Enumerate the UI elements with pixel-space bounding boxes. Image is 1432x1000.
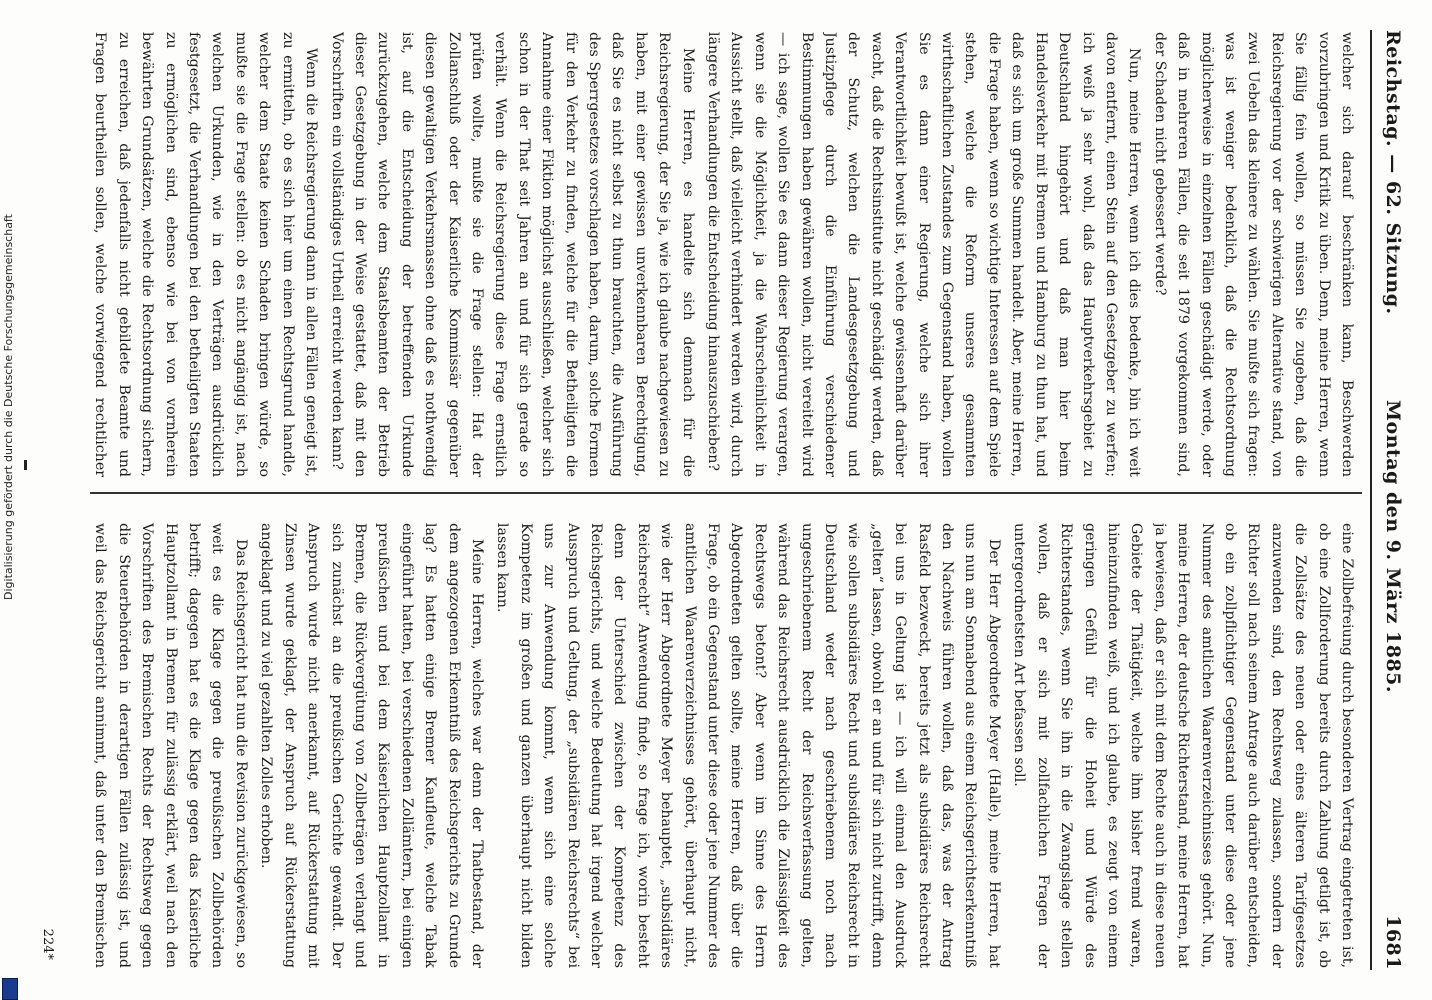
page-number: 1681	[1382, 915, 1404, 970]
paragraph: Wenn die Reichsregierung dann in allen Fällen geneigt ist, zu ermitteln, ob es sich hier um einen Rechtsgrund handle, welcher dem Staate keinen Schaden bringen würde, so mußte sie die Frage stellen: ob es nicht angängig ist, nach welchen Urkunden, wie in den Verträgen ausdrücklich festgesetzt, die Verhandlungen bei den betheiligten Staaten zu ermöglichen sind, ebenso wie bei von vornherein bewährten Grundsätzen, welche die Rechtsordnung sichern, zu erreichen, daß jedenfalls nicht gebildete Beamte und Fragen beurtheilen sollen, welche vorwiegend rechtlicher	[92, 32, 320, 477]
dfg-logo-icon	[2, 978, 18, 1000]
paragraph: Das Reichsgericht hat nun die Revision zurückgewiesen, so weit es die Klage gegen die preußischen Zollbehörden betrifft; dagegen hat es die Klage gegen das Kaiserliche Hauptzollamt in Bremen für zulässig erklärt, weil nach den Vorschriften des Bremischen Rechts der Rechtsweg gegen die Steuerbehörden in derartigen Fällen zulässig ist, und weil das Reichsgericht annimmt, daß unter den Bremischen	[92, 523, 249, 968]
rotated-page	[20, 0, 1420, 1000]
column-divider	[90, 492, 1362, 494]
right-column	[90, 523, 1358, 968]
left-column	[90, 32, 1358, 477]
paragraph: eine Zollbefreiung durch besonderen Vertrag eingetreten ist, ob eine Zollforderung bereits durch Zahlung getilgt ist, ob die Zollsätze des neuen oder eines älteren Tarifgesetzes anzuwenden sind, den Rechtsweg zulassen, sondern der Richter soll nach seinem Antrage auch darüber entscheiden, ob ein zollpflichtiger Gegenstand unter diese oder jene Nummer des amtlichen Waarenverzeichnisses gehört. Nun, meine Herren, der deutsche Richterstand, meine Herren, hat ja bewiesen, daß er sich mit dem Rechte auch in diese neuen Gebiete der Thätigkeit, welche ihm bisher fremd waren, hineinzufinden weiß, und ich glaube, es zeugt von einem geringen Gefühl für die Hoheit und Würde des Richterstandes, wenn Sie ihn in die Zwangslage stellen wollen, daß er sich mit zollfachlichen Fragen der untergeordnetsten Art befassen soll.	[1011, 523, 1355, 968]
paragraph: welcher sich darauf beschränken kann, Beschwerden vorzubringen und Kritik zu üben. Denn, meine Herren, wenn Sie fällig fein wollen, so müssen Sie zugeben, daß die Reichsregierung vor der schwierigen Alternative stand, von zwei Uebeln das kleinere zu wählen. Sie mußte sich fragen: was ist weniger bedenklich, daß die Rechtsordnung möglicherweise in einzelnen Fällen geschädigt werde, oder daß in mehreren Fällen, die seit 1879 vorgekommen sind, der Schaden nicht gebessert werde?	[1151, 32, 1355, 477]
margin-mark	[24, 460, 27, 470]
paragraph: Meine Herren, es handelte sich demnach für die Reichsregierung, der Sie ja, wie ich glaube nachgewiesen zu haben, mit einer gewissen unverkennbaren Berechtigung, daß Sie es nicht selbst zu thun brauchten, die Ausführung des Sperrgesetzes vorschlagen haben, darum, solche Formen für den Verkehr zu finden, welche für die Betheiligten die Annahme einer Fiktion möglichst ausschließen, welcher sich schon in der That seit Jahren an und für sich gerade so verhält. Wenn die Reichsregierung diese Frage ernstlich prüfen wollte, mußte sie die Frage stellen: Hat der Zollanschluß oder der Kaiserliche Kommissär gegenüber diesen gewaltigen Verkehrsmassen ohne daß es nothwendig ist, auf die Entscheidung der betreffenden Urkunde zurückzugehen, welche dem Staatsbeamten der Betrieb dieser Gesetzgebung in der Weise gestattet, daß mit den Vorschriften ein vollständiges Urtheil erreicht werden kann?	[328, 32, 696, 477]
paragraph: Meine Herren, welches war denn der Thatbestand, der dem angezogenen Erkenntniß des Reichsgerichts zu Grunde lag? Es hatten einige Bremer Kaufleute, welche Tabak eingeführt hatten, bei verschiedenen Zollämtern, bei einigen preußischen und bei dem Kaiserlichen Hauptzollamt in Bremen, die Rückvergütung von Zollbeträgen verlangt und sich zunächst an die preußischen Gerichte gewandt. Der Anspruch wurde nicht anerkannt, auf Rückerstattung mit Zinsen wurde geklagt, der Anspruch auf Rückerstattung angeklagt und zu viel gezahlten Zolles erhoben.	[258, 523, 485, 968]
page-header	[1374, 30, 1404, 970]
signature-mark: 224*	[40, 928, 55, 960]
paragraph: Nun, meine Herren, wenn ich dies bedenke, bin ich weit davon entfernt, einen Stein auf den Gesetzgeber zu werfen; ich weiß ja sehr wohl, daß das Hauptverkehrsgebiet zu Deutschland hingehört und daß man hier beim Handelsverkehr mit Bremen und Hamburg zu thun hat, und daß es sich um große Summen handelt. Aber, meine Herren, die Frage haben, wenn so wichtige Interessen auf dem Spiele stehen, welche die Reform unseres gesammten wirthschaftlichen Zustandes zum Gegenstand haben, wollen Sie es dann einer Regierung, welche sich ihrer Verantwortlichkeit bewußt ist, welche gewissenhaft darüber wacht, daß die Rechtsinstitute nicht geschädigt werden, daß der Schutz, welchen die Landesgesetzgebung und Justizpflege durch die Einführung verschiedener Bestimmungen haben gewähren wollen, nicht vereitelt wird — ich sage, wollen Sie es dann dieser Regierung verargen, wenn sie die Möglichkeit, ja die Wahrscheinlichkeit in Aussicht stellt, daß vielleicht verhindert werden wird, durch längere Verhandlungen die Entscheidung hinauszuschieben?	[705, 32, 1143, 477]
digitization-credit: Digitalisierung gefördert durch die Deutsche Forschungsgemeinschaft	[2, 214, 15, 600]
header-date: Montag den 9. März 1885.	[1382, 400, 1404, 694]
header-rule	[1370, 30, 1372, 970]
paragraph: Der Herr Abgeordnete Meyer (Halle), meine Herren, hat uns nun am Sonnabend aus einem Reichsgerichtserkenntniß den Nachweis führen wollen, daß das, was der Antrag Rasfeld bezweckt, bereits jetzt als subsidiäres Reichsrecht bei uns in Geltung ist — ich will einmal den Ausdruck „gelten“ lassen, obwohl er an und für sich nicht zutrifft, denn wie sollen subsidiäres Recht und subsidiäres Reichsrecht in Deutschland weder nach geschriebenem noch nach ungeschriebenem Recht der Reichsverfassung gelten, während das Reichsrecht ausdrücklich die Zulässigkeit des Rechtswegs betont? Aber wenn im Sinne des Herrn Abgeordneten gelten sollte, meine Herren, daß über die Frage, ob ein Gegenstand unter diese oder jene Nummer des amtlichen Waarenverzeichnisses gehört, überhaupt nicht, wie der Herr Abgeordnete Meyer behauptet, „subsidiäres Reichsrecht“ Anwendung finde, so frage ich, worin besteht denn der Unterschied zwischen der Kompetenz des Reichsgerichts, und welche Bedeutung hat irgend welcher Ausspruch und Geltung, der „subsidiären Reichsrechts“ bei uns zur Anwendung kommt, wenn sich eine solche Kompetenz im großen und ganzen überhaupt nicht bilden lassen kann.	[494, 523, 1002, 968]
header-left: Reichstag. — 62. Sitzung.	[1382, 30, 1404, 315]
